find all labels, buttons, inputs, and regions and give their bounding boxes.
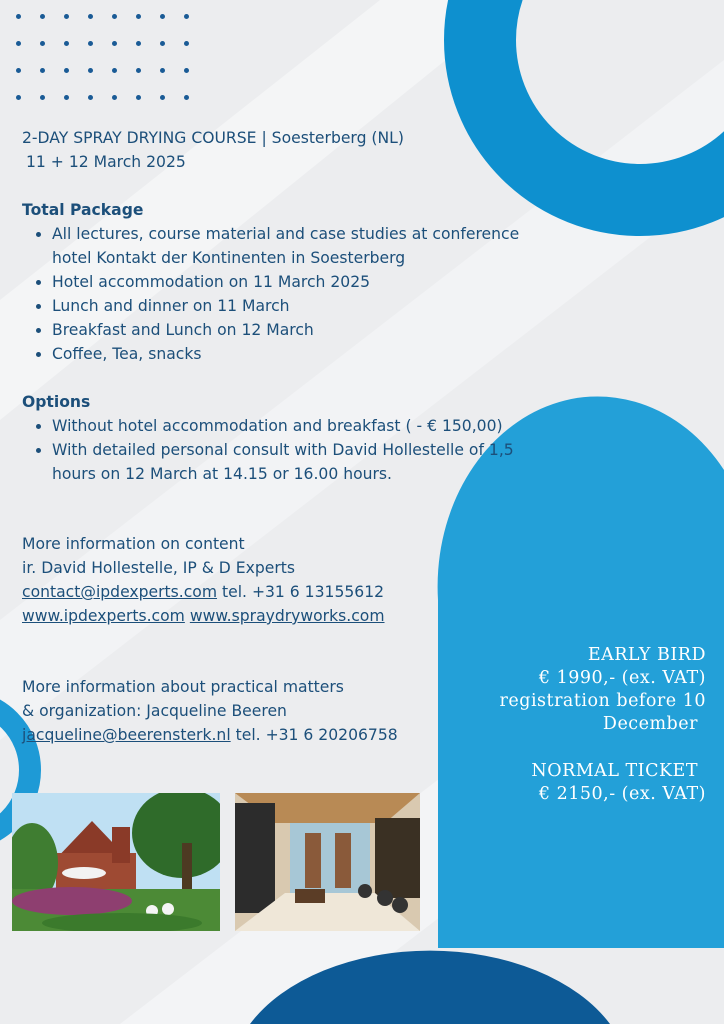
hotel-garden-photo bbox=[12, 793, 220, 931]
normal-ticket-price: € 2150,- (ex. VAT) bbox=[538, 784, 706, 804]
package-list bbox=[22, 222, 562, 366]
normal-ticket-label: NORMAL TICKET bbox=[531, 761, 698, 781]
list-item: • Lunch and dinner on 11 March bbox=[52, 294, 562, 318]
practical-phone: tel. +31 6 20206758 bbox=[230, 726, 398, 744]
list-item: • Coffee, Tea, snacks bbox=[52, 342, 562, 366]
options-list bbox=[22, 414, 522, 486]
content-phone: tel. +31 6 13155612 bbox=[217, 583, 385, 601]
list-item: • Breakfast and Lunch on 12 March bbox=[52, 318, 562, 342]
content-web-line bbox=[22, 604, 562, 628]
ipdexperts-link[interactable]: www.ipdexperts.com bbox=[22, 607, 185, 625]
list-item: • Hotel accommodation on 11 March 2025 bbox=[52, 270, 562, 294]
decorative-dot-grid bbox=[16, 14, 208, 122]
list-item: • With detailed personal consult with David Hollestelle of 1,5 hours on 12 March at 14.15 or 16.00 hours. bbox=[52, 438, 522, 486]
options-heading: Options bbox=[22, 393, 91, 411]
early-bird-label: EARLY BIRD bbox=[587, 645, 706, 665]
early-bird-price: € 1990,- (ex. VAT) bbox=[538, 668, 706, 688]
content-email-link[interactable]: contact@ipdexperts.com bbox=[22, 583, 218, 601]
practical-info-heading: More information about practical matters bbox=[22, 678, 344, 696]
practical-email-link[interactable]: jacqueline@beerensterk.nl bbox=[22, 726, 231, 744]
pricing-block bbox=[476, 644, 706, 806]
content-info-heading: More information on content bbox=[22, 535, 245, 553]
spraydryworks-link[interactable]: www.spraydryworks.com bbox=[189, 607, 385, 625]
content-contact-line bbox=[22, 580, 562, 604]
course-dates: 11 + 12 March 2025 bbox=[26, 153, 186, 171]
list-item: • All lectures, course material and case studies at conference hotel Kontakt der Kontinenten in Soesterberg bbox=[52, 222, 562, 270]
early-bird-deadline: December bbox=[602, 714, 698, 734]
early-bird-note: registration before 10 bbox=[499, 691, 706, 711]
content-contact-name: ir. David Hollestelle, IP & D Experts bbox=[22, 559, 295, 577]
list-item: • Without hotel accommodation and breakfast ( - € 150,00) bbox=[52, 414, 522, 438]
course-title: 2-DAY SPRAY DRYING COURSE | Soesterberg (NL) bbox=[22, 129, 404, 147]
hotel-interior-photo bbox=[235, 793, 420, 931]
practical-contact-name: & organization: Jacqueline Beeren bbox=[22, 702, 287, 720]
package-heading: Total Package bbox=[22, 201, 144, 219]
